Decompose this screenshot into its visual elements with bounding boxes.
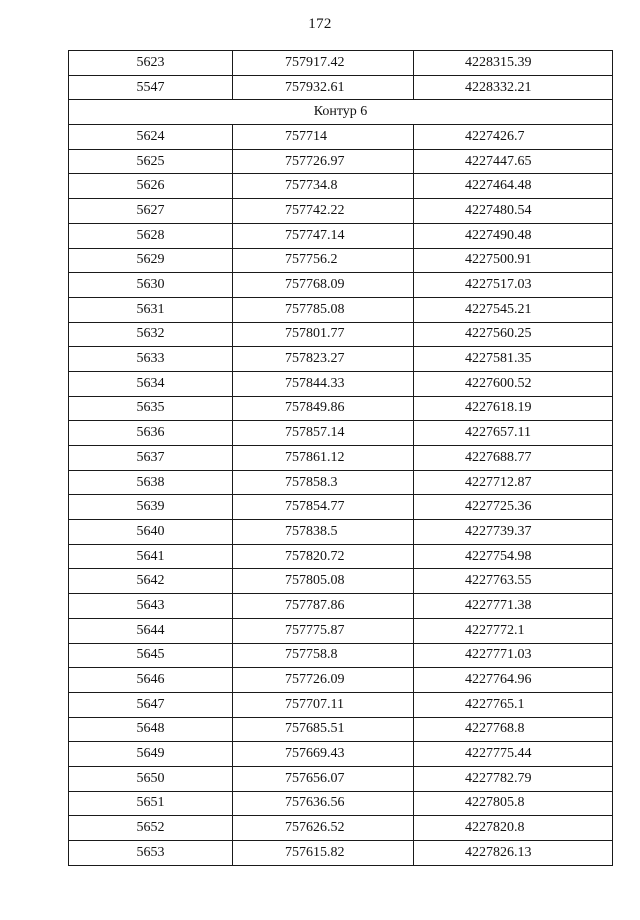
y-coordinate-cell: 4227826.13 [414, 841, 613, 866]
y-coordinate-cell: 4227782.79 [414, 766, 613, 791]
table-row [69, 273, 613, 298]
point-number-cell: 5646 [69, 668, 233, 693]
point-number-cell: 5651 [69, 791, 233, 816]
table-row [69, 668, 613, 693]
x-coordinate-cell: 757844.33 [233, 371, 414, 396]
table-row [69, 569, 613, 594]
y-coordinate-cell: 4227712.87 [414, 470, 613, 495]
x-coordinate-cell: 757626.52 [233, 816, 414, 841]
point-number-cell: 5645 [69, 643, 233, 668]
x-coordinate-cell: 757707.11 [233, 692, 414, 717]
y-coordinate-cell: 4227805.8 [414, 791, 613, 816]
x-coordinate-cell: 757775.87 [233, 618, 414, 643]
table-row [69, 841, 613, 866]
x-coordinate-cell: 757823.27 [233, 347, 414, 372]
y-coordinate-cell: 4227764.96 [414, 668, 613, 693]
y-coordinate-cell: 4227618.19 [414, 396, 613, 421]
y-coordinate-cell: 4227765.1 [414, 692, 613, 717]
table-row [69, 223, 613, 248]
table-row [69, 766, 613, 791]
table-row [69, 75, 613, 100]
y-coordinate-cell: 4227775.44 [414, 742, 613, 767]
y-coordinate-cell: 4227517.03 [414, 273, 613, 298]
x-coordinate-cell: 757758.8 [233, 643, 414, 668]
y-coordinate-cell: 4227500.91 [414, 248, 613, 273]
point-number-cell: 5547 [69, 75, 233, 100]
y-coordinate-cell: 4227763.55 [414, 569, 613, 594]
point-number-cell: 5634 [69, 371, 233, 396]
coordinates-table-body [69, 51, 613, 866]
point-number-cell: 5637 [69, 446, 233, 471]
point-number-cell: 5647 [69, 692, 233, 717]
y-coordinate-cell: 4227480.54 [414, 199, 613, 224]
y-coordinate-cell: 4227772.1 [414, 618, 613, 643]
y-coordinate-cell: 4227768.8 [414, 717, 613, 742]
point-number-cell: 5627 [69, 199, 233, 224]
y-coordinate-cell: 4228315.39 [414, 51, 613, 76]
x-coordinate-cell: 757854.77 [233, 495, 414, 520]
y-coordinate-cell: 4227771.03 [414, 643, 613, 668]
x-coordinate-cell: 757787.86 [233, 594, 414, 619]
point-number-cell: 5653 [69, 841, 233, 866]
point-number-cell: 5650 [69, 766, 233, 791]
y-coordinate-cell: 4227657.11 [414, 421, 613, 446]
y-coordinate-cell: 4227739.37 [414, 520, 613, 545]
point-number-cell: 5643 [69, 594, 233, 619]
y-coordinate-cell: 4227754.98 [414, 544, 613, 569]
x-coordinate-cell: 757685.51 [233, 717, 414, 742]
table-row [69, 396, 613, 421]
x-coordinate-cell: 757838.5 [233, 520, 414, 545]
x-coordinate-cell: 757726.97 [233, 149, 414, 174]
point-number-cell: 5635 [69, 396, 233, 421]
point-number-cell: 5641 [69, 544, 233, 569]
y-coordinate-cell: 4227820.8 [414, 816, 613, 841]
x-coordinate-cell: 757857.14 [233, 421, 414, 446]
x-coordinate-cell: 757756.2 [233, 248, 414, 273]
table-row [69, 347, 613, 372]
point-number-cell: 5640 [69, 520, 233, 545]
x-coordinate-cell: 757615.82 [233, 841, 414, 866]
point-number-cell: 5630 [69, 273, 233, 298]
point-number-cell: 5626 [69, 174, 233, 199]
table-row [69, 51, 613, 76]
table-row [69, 717, 613, 742]
y-coordinate-cell: 4227490.48 [414, 223, 613, 248]
table-row [69, 816, 613, 841]
point-number-cell: 5648 [69, 717, 233, 742]
y-coordinate-cell: 4227600.52 [414, 371, 613, 396]
point-number-cell: 5628 [69, 223, 233, 248]
x-coordinate-cell: 757917.42 [233, 51, 414, 76]
y-coordinate-cell: 4227581.35 [414, 347, 613, 372]
table-row [69, 421, 613, 446]
table-row [69, 297, 613, 322]
y-coordinate-cell: 4228332.21 [414, 75, 613, 100]
x-coordinate-cell: 757805.08 [233, 569, 414, 594]
x-coordinate-cell: 757747.14 [233, 223, 414, 248]
x-coordinate-cell: 757785.08 [233, 297, 414, 322]
point-number-cell: 5624 [69, 125, 233, 150]
table-row [69, 692, 613, 717]
table-row [69, 125, 613, 150]
page-number: 172 [308, 16, 332, 32]
table-row [69, 495, 613, 520]
x-coordinate-cell: 757849.86 [233, 396, 414, 421]
point-number-cell: 5636 [69, 421, 233, 446]
x-coordinate-cell: 757714 [233, 125, 414, 150]
point-number-cell: 5639 [69, 495, 233, 520]
point-number-cell: 5632 [69, 322, 233, 347]
table-row [69, 446, 613, 471]
y-coordinate-cell: 4227545.21 [414, 297, 613, 322]
x-coordinate-cell: 757669.43 [233, 742, 414, 767]
point-number-cell: 5633 [69, 347, 233, 372]
point-number-cell: 5652 [69, 816, 233, 841]
table-row [69, 594, 613, 619]
x-coordinate-cell: 757768.09 [233, 273, 414, 298]
table-row [69, 618, 613, 643]
x-coordinate-cell: 757801.77 [233, 322, 414, 347]
table-row [69, 470, 613, 495]
table-row [69, 371, 613, 396]
table-row [69, 643, 613, 668]
y-coordinate-cell: 4227771.38 [414, 594, 613, 619]
point-number-cell: 5644 [69, 618, 233, 643]
table-row [69, 199, 613, 224]
x-coordinate-cell: 757820.72 [233, 544, 414, 569]
x-coordinate-cell: 757734.8 [233, 174, 414, 199]
table-row [69, 742, 613, 767]
coordinates-table [68, 50, 613, 866]
x-coordinate-cell: 757858.3 [233, 470, 414, 495]
x-coordinate-cell: 757861.12 [233, 446, 414, 471]
x-coordinate-cell: 757636.56 [233, 791, 414, 816]
point-number-cell: 5631 [69, 297, 233, 322]
point-number-cell: 5649 [69, 742, 233, 767]
section-header-row [69, 100, 613, 125]
table-row [69, 174, 613, 199]
y-coordinate-cell: 4227464.48 [414, 174, 613, 199]
y-coordinate-cell: 4227688.77 [414, 446, 613, 471]
table-row [69, 149, 613, 174]
point-number-cell: 5623 [69, 51, 233, 76]
y-coordinate-cell: 4227725.36 [414, 495, 613, 520]
table-row [69, 544, 613, 569]
table-row [69, 322, 613, 347]
table-row [69, 791, 613, 816]
section-title: Контур 6 [69, 100, 613, 125]
x-coordinate-cell: 757656.07 [233, 766, 414, 791]
x-coordinate-cell: 757932.61 [233, 75, 414, 100]
point-number-cell: 5625 [69, 149, 233, 174]
point-number-cell: 5638 [69, 470, 233, 495]
y-coordinate-cell: 4227560.25 [414, 322, 613, 347]
table-row [69, 248, 613, 273]
x-coordinate-cell: 757742.22 [233, 199, 414, 224]
y-coordinate-cell: 4227426.7 [414, 125, 613, 150]
point-number-cell: 5642 [69, 569, 233, 594]
x-coordinate-cell: 757726.09 [233, 668, 414, 693]
table-row [69, 520, 613, 545]
y-coordinate-cell: 4227447.65 [414, 149, 613, 174]
point-number-cell: 5629 [69, 248, 233, 273]
